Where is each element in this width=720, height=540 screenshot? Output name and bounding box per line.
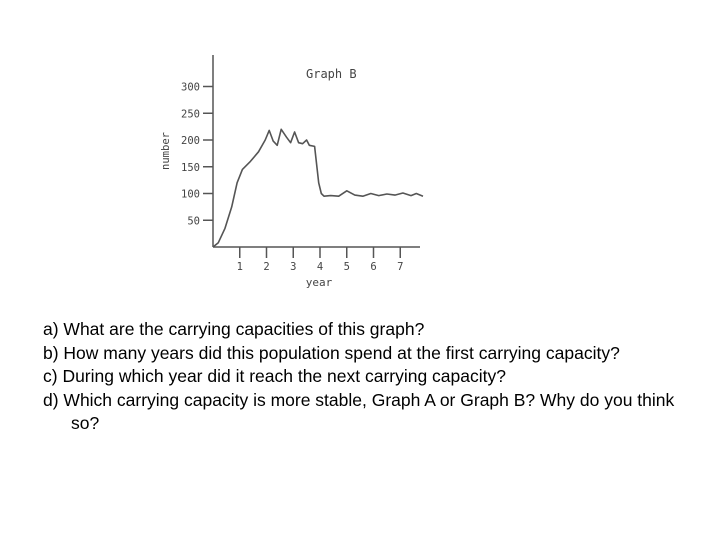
y-tick-label: 100: [181, 188, 200, 201]
population-line: [213, 129, 423, 247]
x-tick-label: 1: [236, 261, 243, 273]
question-a: a) What are the carrying capacities of this graph?: [43, 319, 425, 339]
x-tick-label: 7: [397, 261, 404, 273]
chart-title: Graph B: [306, 67, 357, 81]
question-list: [43, 318, 683, 436]
x-tick-label: 6: [370, 261, 377, 273]
question-b: b) How many years did this population spend at the first carrying capacity?: [43, 342, 620, 363]
y-axis-label: number: [160, 132, 172, 170]
x-tick-label: 5: [343, 261, 350, 273]
y-tick-label: 50: [187, 215, 200, 228]
y-tick-label: 150: [181, 161, 200, 174]
x-axis-label: year: [305, 276, 333, 289]
x-tick-label: 4: [316, 261, 324, 273]
x-tick-label: 2: [263, 261, 270, 273]
x-tick-label: 3: [290, 261, 297, 273]
y-tick-label: 300: [181, 81, 200, 94]
question-d: d) Which carrying capacity is more stable, Graph A or Graph B? Why do you think so?: [43, 389, 675, 433]
y-tick-label: 200: [181, 135, 200, 147]
y-tick-label: 250: [181, 108, 200, 121]
question-c: c) During which year did it reach the next carrying capacity?: [43, 366, 506, 386]
population-chart: [150, 55, 440, 295]
